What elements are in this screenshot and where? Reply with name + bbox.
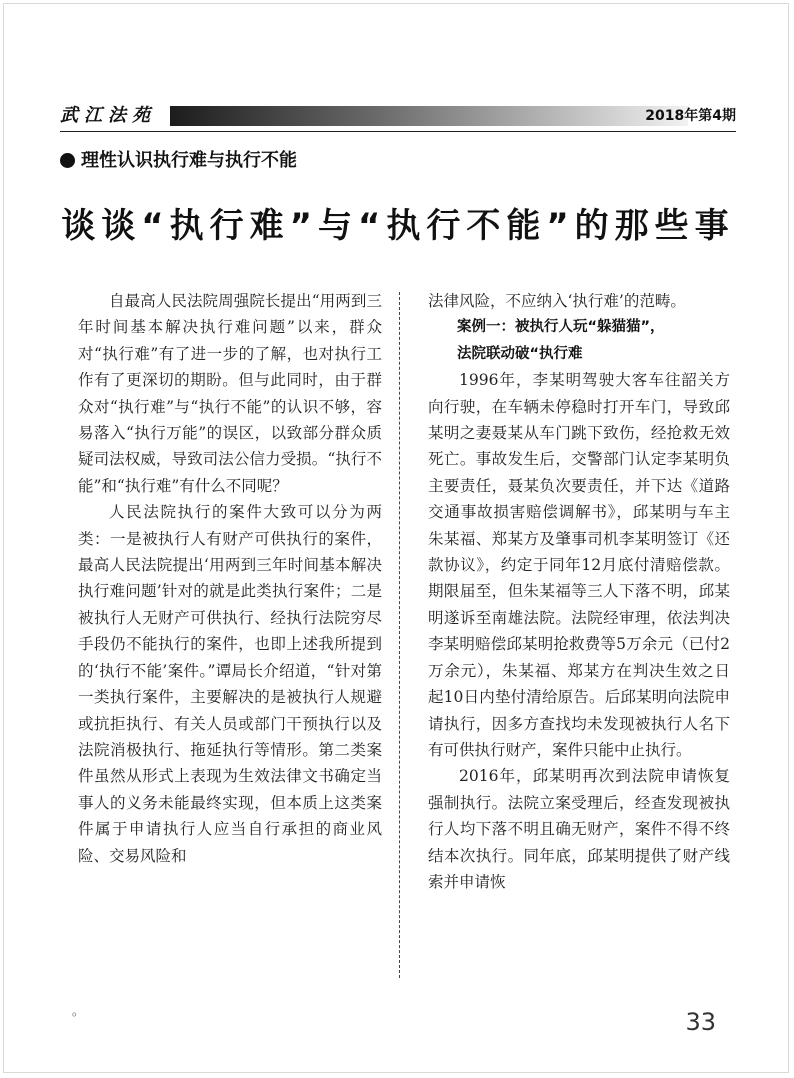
magazine-name: 武江法苑 (60, 105, 156, 126)
column-divider (399, 292, 400, 978)
paragraph: 1996年，李某明驾驶大客车往韶关方向行驶，在车辆未停稳时打开车门，导致邱某明之妻聂某从车门跳下致伤，经抢救无效死亡。事故发生后，交警部门认定李某明负主要责任，聂某负次要责任，并下达《道路交通事故损害赔偿调解书》，邱某明与车主朱某福、郑某方及肇事司机李某明签订《还款协议》，约定于同年12月底付清赔偿款。期限届至，但朱某福等三人下落不明，邱某明遂诉至南雄法院。法院经审理，依法判决李某明赔偿邱某明抢救费等5万余元（已付2万余元），朱某福、郑某方在判决生效之日起10日内垫付清给原告。后邱某明向法院申请执行，因多方查找均未发现被执行人名下有可供执行财产，案件只能中止执行。 (428, 371, 730, 759)
paragraph: 2016年，邱某明再次到法院申请恢复强制执行。法院立案受理后，经查发现被执行人均下落不明且确无财产，案件不得不终结本次执行。同年底，邱某明提供了财产线索并申请恢 (428, 767, 730, 891)
paragraph: 人民法院执行的案件大致可以分为两类：一是被执行人有财产可供执行的案件，最高人民法院提出‘用两到三年时间基本解决执行难问题’针对的就是此类执行案件；二是被执行人无财产可供执行、经执行法院穷尽手段仍不能执行的案件，也即上述我所提到的‘执行不能’案件。”谭局长介绍道，“针对第一类执行案件，主要解决的是被执行人规避或抗拒执行、有关人员或部门干预执行以及法院消极执行、拖延执行等情形。第二类案件虽然从形式上表现为生效法律文书确定当事人的义务未能最终实现，但本质上这类案件属于申请执行人应当自行承担的商业风险、交易风险和 (78, 503, 382, 865)
paragraph-continuation: 法律风险，不应纳入‘执行难’的范畴。 (428, 292, 686, 310)
page-number: 33 (685, 1008, 716, 1036)
paragraph: 自最高人民法院周强院长提出“用两到三年时间基本解决执行难问题”以来，群众对“执行难”有了进一步的了解，也对执行工作有了更深切的期盼。但与此同时，由于群众对“执行难”与“执行不能”的认识不够，容易落入“执行万能”的误区，以致部分群众质疑司法权威，导致司法公信力受损。“执行不能”和“执行难”有什么不同呢？ (78, 292, 382, 495)
issue-number: 2018年第4期 (645, 108, 736, 124)
article-title: 谈谈“执行难”与“执行不能”的那些事 (61, 206, 735, 246)
case-heading-line-2: 法院联动破“执行难 (457, 345, 583, 362)
footer-mark: 。 (72, 1004, 85, 1018)
section-heading (60, 148, 297, 174)
header-rule (60, 131, 736, 132)
case-heading-line-1: 案例一：被执行人玩“躲猫猫”， (457, 319, 665, 336)
left-column (78, 288, 382, 869)
section-label: 理性认识执行难与执行不能 (81, 150, 297, 171)
page-header (60, 102, 736, 130)
header-gradient-bar (170, 106, 688, 126)
right-column (428, 288, 730, 895)
bullet-icon (60, 153, 75, 168)
